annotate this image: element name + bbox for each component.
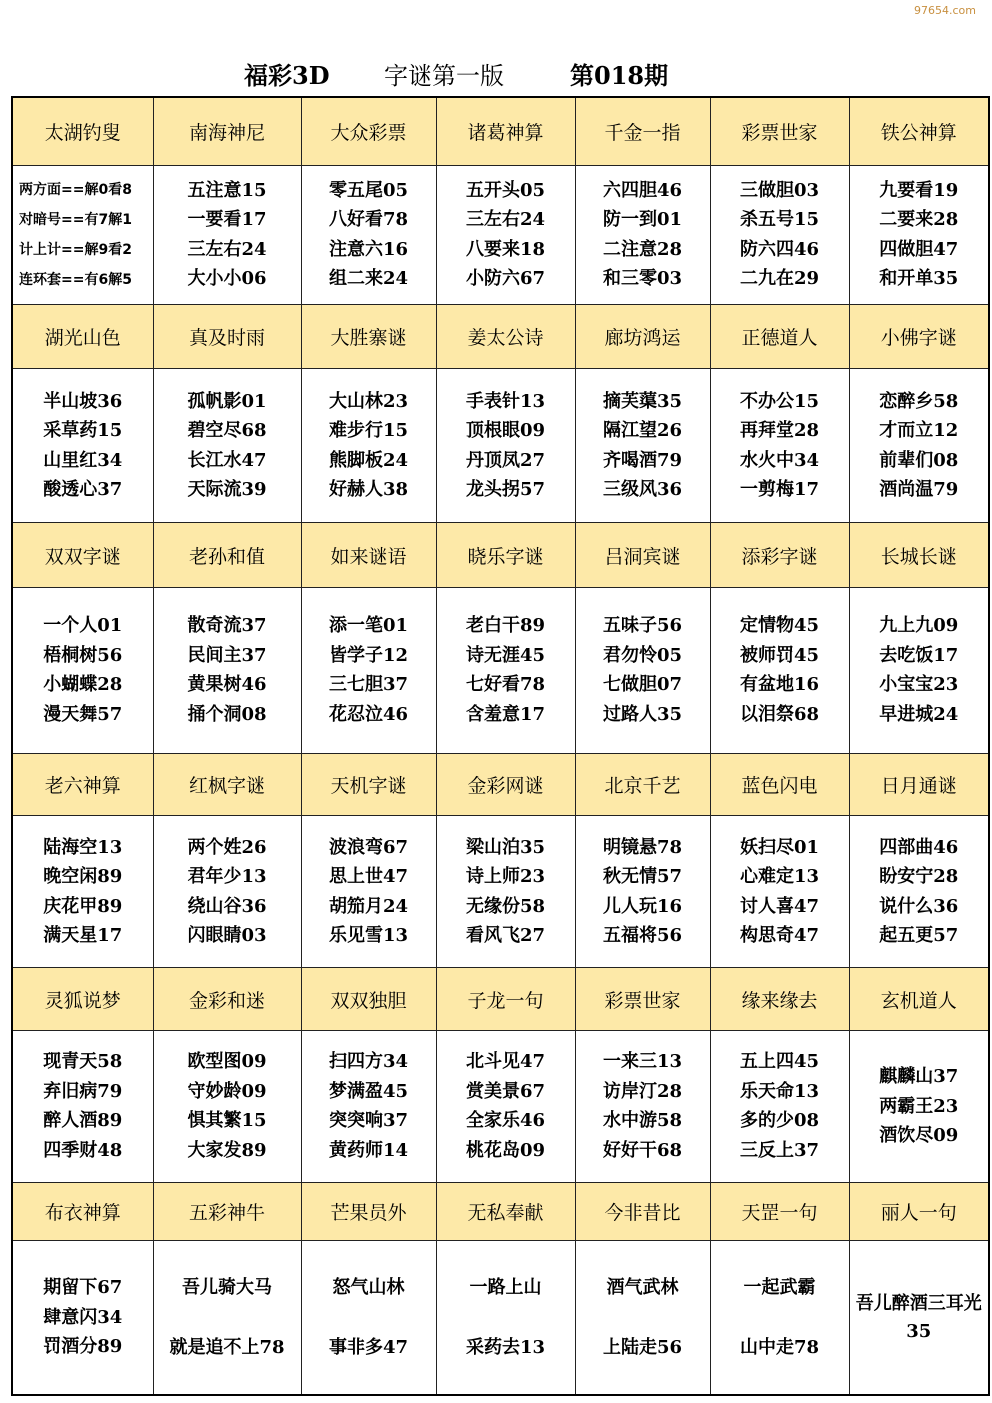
riddle-line: 八好看78 (328, 209, 409, 231)
riddle-line: 过路人35 (602, 703, 683, 725)
riddle-line: 波浪弯67 (328, 836, 409, 858)
riddle-cell (710, 165, 849, 304)
riddle-line: 二注意28 (602, 238, 683, 260)
riddle-line: 以泪祭68 (739, 703, 820, 725)
riddle-line: 采草药15 (43, 420, 123, 442)
riddle-line: 半山坡36 (43, 390, 123, 412)
riddle-cell (301, 165, 436, 304)
riddle-line: 一起武霸 (743, 1276, 816, 1298)
riddle-line: 全家乐46 (465, 1110, 546, 1132)
riddle-line: 九要看19 (879, 179, 959, 201)
riddle-line: 四做胆47 (879, 238, 959, 260)
riddle-line: 罚酒分89 (43, 1336, 123, 1358)
riddle-line: 君年少13 (187, 866, 267, 888)
column-header: 无私奉献 (436, 1182, 575, 1240)
content-row (12, 1030, 989, 1182)
column-header: 五彩神牛 (153, 1182, 301, 1240)
riddle-cell (436, 369, 575, 523)
riddle-line: 大山林23 (328, 390, 409, 412)
title-edition: 字谜第一版 (384, 62, 504, 90)
header-row (12, 1182, 989, 1240)
riddle-cell (710, 1241, 849, 1395)
content-row (12, 816, 989, 968)
riddle-line: 秋无情57 (602, 866, 683, 888)
riddle-line: 小宝宝23 (879, 674, 959, 696)
riddle-line: 含羞意17 (465, 703, 546, 725)
riddle-line: 五注意15 (187, 179, 267, 201)
riddle-cell (153, 1030, 301, 1182)
riddle-cell (153, 816, 301, 968)
column-header: 晓乐字谜 (436, 523, 575, 587)
riddle-line: 庆花甲89 (43, 895, 123, 917)
riddle-line: 讨人喜47 (739, 895, 820, 917)
riddle-line: 儿人玩16 (602, 895, 683, 917)
riddle-cell (301, 1030, 436, 1182)
riddle-line: 四季财48 (43, 1139, 123, 1161)
riddle-line: 散奇流37 (187, 615, 267, 637)
riddle-cell (575, 165, 710, 304)
column-header: 如来谜语 (301, 523, 436, 587)
riddle-cell (12, 1030, 153, 1182)
riddle-line: 三七胆37 (328, 674, 409, 696)
column-header: 彩票世家 (710, 97, 849, 165)
site-watermark: 97654.com (914, 4, 976, 17)
column-header: 双双字谜 (12, 523, 153, 587)
riddle-line: 八要来18 (465, 238, 546, 260)
riddle-line: 六四胆46 (602, 179, 683, 201)
column-header: 湖光山色 (12, 304, 153, 368)
column-header: 金彩和迷 (153, 968, 301, 1030)
line-gap (576, 1303, 710, 1333)
riddle-cell (301, 369, 436, 523)
riddle-line: 长江水47 (187, 449, 267, 471)
riddle-line: 老白干89 (465, 615, 546, 637)
riddle-line: 就是追不上78 (169, 1336, 285, 1358)
header-row (12, 304, 989, 368)
column-header: 北京千艺 (575, 753, 710, 815)
riddle-line: 期留下67 (43, 1277, 123, 1299)
header-row (12, 523, 989, 587)
riddle-cell (710, 587, 849, 753)
riddle-cell (12, 816, 153, 968)
riddle-line: 北斗见47 (465, 1051, 546, 1073)
riddle-cell (849, 369, 989, 523)
riddle-line: 花忍泣46 (328, 703, 409, 725)
column-header: 添彩字谜 (710, 523, 849, 587)
riddle-line: 黄药师14 (328, 1139, 409, 1161)
riddle-line: 五开头05 (465, 179, 546, 201)
column-header: 天罡一句 (710, 1182, 849, 1240)
riddle-line: 龙头拐57 (465, 479, 546, 501)
riddle-line: 三左右24 (465, 209, 546, 231)
riddle-line: 孤帆影01 (187, 390, 267, 412)
riddle-line: 起五更57 (879, 925, 959, 947)
riddle-line: 手表针13 (465, 390, 546, 412)
column-header: 铁公神算 (849, 97, 989, 165)
title-issue: 第018期 (570, 61, 669, 90)
riddle-line: 一路上山 (469, 1276, 542, 1298)
riddle-line: 定情物45 (739, 615, 820, 637)
riddle-line: 三左右24 (187, 238, 267, 260)
riddle-line: 多的少08 (739, 1110, 820, 1132)
riddle-line: 五福将56 (602, 925, 683, 947)
riddle-line: 一要看17 (187, 209, 267, 231)
riddle-cell (153, 369, 301, 523)
riddle-cell (12, 369, 153, 523)
riddle-line: 酒饮尽09 (879, 1125, 959, 1147)
riddle-line: 吾儿醉酒三耳光35 (855, 1292, 982, 1342)
riddle-line: 绕山谷36 (187, 895, 267, 917)
riddle-line: 组二来24 (328, 268, 409, 290)
riddle-line: 不办公15 (739, 390, 820, 412)
column-header: 彩票世家 (575, 968, 710, 1030)
header-row (12, 753, 989, 815)
riddle-cell (575, 816, 710, 968)
riddle-cell (153, 1241, 301, 1395)
riddle-line: 诗无涯45 (465, 644, 546, 666)
riddle-line: 隔江望26 (602, 420, 683, 442)
riddle-line: 无缘份58 (465, 895, 546, 917)
column-header: 红枫字谜 (153, 753, 301, 815)
riddle-line: 三级风36 (602, 479, 683, 501)
riddle-line: 酒气武林 (606, 1276, 679, 1298)
column-header: 金彩网谜 (436, 753, 575, 815)
riddle-cell (575, 587, 710, 753)
riddle-line: 梧桐树56 (43, 644, 123, 666)
riddle-cell (710, 816, 849, 968)
riddle-line: 七好看78 (465, 674, 546, 696)
riddle-cell (153, 587, 301, 753)
line-gap (154, 1303, 301, 1333)
riddle-line: 吾儿骑大马 (182, 1276, 272, 1298)
content-row (12, 587, 989, 753)
riddle-cell (12, 587, 153, 753)
riddle-line: 两霸王23 (879, 1095, 959, 1117)
column-header: 千金一指 (575, 97, 710, 165)
riddle-line: 构思奇47 (739, 925, 820, 947)
riddle-line: 心难定13 (739, 866, 820, 888)
riddle-line: 说什么36 (879, 895, 959, 917)
riddle-cell (436, 1241, 575, 1395)
riddle-cell (301, 587, 436, 753)
riddle-line: 三做胆03 (739, 179, 820, 201)
riddle-line: 才而立12 (879, 420, 959, 442)
riddle-line: 和三零03 (602, 268, 683, 290)
riddle-line: 一个人01 (43, 615, 123, 637)
riddle-line: 大小小06 (187, 268, 267, 290)
riddle-cell (436, 165, 575, 304)
riddle-cell (710, 1030, 849, 1182)
riddle-line: 七做胆07 (602, 674, 683, 696)
content-row (12, 165, 989, 304)
column-header: 今非昔比 (575, 1182, 710, 1240)
column-header: 大众彩票 (301, 97, 436, 165)
riddle-line: 顶根眼09 (465, 420, 546, 442)
riddle-cell (301, 816, 436, 968)
riddle-line: 陆海空13 (43, 836, 123, 858)
riddle-line: 访岸汀28 (602, 1080, 683, 1102)
riddle-line: 突突响37 (328, 1110, 409, 1132)
header-row (12, 968, 989, 1030)
line-gap (711, 1303, 849, 1333)
riddle-line: 乐天命13 (739, 1080, 820, 1102)
column-header: 玄机道人 (849, 968, 989, 1030)
column-header: 太湖钓叟 (12, 97, 153, 165)
riddle-cell (301, 1241, 436, 1395)
riddle-line: 二九在29 (739, 268, 820, 290)
riddle-cell (849, 1030, 989, 1182)
riddle-cell (436, 1030, 575, 1182)
riddle-cell (12, 1241, 153, 1395)
riddle-line: 采药去13 (465, 1336, 546, 1358)
riddle-line: 看风飞27 (465, 925, 546, 947)
riddle-line: 零五尾05 (328, 179, 409, 201)
riddle-line: 好好干68 (602, 1139, 683, 1161)
riddle-line: 四部曲46 (879, 836, 959, 858)
riddle-line: 乐见雪13 (328, 925, 409, 947)
riddle-line: 欧型图09 (187, 1051, 267, 1073)
riddle-cell (849, 1241, 989, 1395)
riddle-cell (436, 587, 575, 753)
riddle-line: 山里红34 (43, 449, 123, 471)
riddle-line: 被师罚45 (739, 644, 820, 666)
riddle-line: 天际流39 (187, 479, 267, 501)
riddle-line: 山中走78 (739, 1336, 820, 1358)
riddle-line: 诗上师23 (465, 866, 546, 888)
riddle-cell (575, 1030, 710, 1182)
riddle-line: 捅个洞08 (187, 703, 267, 725)
riddle-line: 梁山泊35 (465, 836, 546, 858)
riddle-line: 两个姓26 (187, 836, 267, 858)
column-header: 吕洞宾谜 (575, 523, 710, 587)
riddle-line: 酸透心37 (43, 479, 123, 501)
riddle-line: 齐喝酒79 (602, 449, 683, 471)
riddle-line: 恋醉乡58 (879, 390, 959, 412)
riddle-line: 一来三13 (602, 1051, 683, 1073)
column-header: 丽人一句 (849, 1182, 989, 1240)
riddle-line: 注意六16 (328, 238, 409, 260)
riddle-line: 守妙龄09 (187, 1080, 267, 1102)
column-header: 小佛字谜 (849, 304, 989, 368)
riddle-line: 酒尚温79 (879, 479, 959, 501)
column-header: 老孙和值 (153, 523, 301, 587)
riddle-cell (849, 165, 989, 304)
riddle-line: 黄果树46 (187, 674, 267, 696)
riddle-line: 有盆地16 (739, 674, 820, 696)
riddle-line: 计上计==解9看2 (19, 241, 132, 258)
line-gap (302, 1303, 436, 1333)
riddle-line: 两方面==解0看8 (19, 181, 132, 198)
riddle-line: 对暗号==有7解1 (19, 211, 132, 228)
riddle-line: 大家发89 (187, 1139, 267, 1161)
column-header: 廊坊鸿运 (575, 304, 710, 368)
riddle-cell (12, 165, 153, 304)
riddle-line: 上陆走56 (602, 1336, 683, 1358)
column-header: 南海神尼 (153, 97, 301, 165)
riddle-line: 盼安宁28 (879, 866, 959, 888)
column-header: 长城长谜 (849, 523, 989, 587)
page-title (0, 56, 992, 92)
riddle-line: 小防六67 (465, 268, 546, 290)
riddle-line: 妖扫尽01 (739, 836, 820, 858)
riddle-line: 再拜堂28 (739, 420, 820, 442)
content-row (12, 369, 989, 523)
riddle-line: 事非多47 (328, 1336, 409, 1358)
riddle-cell (849, 587, 989, 753)
riddle-cell (153, 165, 301, 304)
riddle-line: 防一到01 (602, 209, 683, 231)
riddle-line: 桃花岛09 (465, 1139, 546, 1161)
riddle-line: 民间主37 (187, 644, 267, 666)
column-header: 布衣神算 (12, 1182, 153, 1240)
riddle-line: 杀五号15 (739, 209, 820, 231)
column-header: 天机字谜 (301, 753, 436, 815)
riddle-line: 满天星17 (43, 925, 123, 947)
riddle-line: 防六四46 (739, 238, 820, 260)
riddle-line: 碧空尽68 (187, 420, 267, 442)
riddle-line: 皆学子12 (328, 644, 409, 666)
column-header: 缘来缘去 (710, 968, 849, 1030)
riddle-cell (710, 369, 849, 523)
riddle-cell (575, 369, 710, 523)
riddle-line: 九上九09 (879, 615, 959, 637)
riddle-line: 思上世47 (328, 866, 409, 888)
title-lottery-name: 福彩3D (244, 61, 330, 90)
content-row (12, 1241, 989, 1395)
column-header: 双双独胆 (301, 968, 436, 1030)
riddle-line: 连环套==有6解5 (19, 271, 132, 288)
column-header: 大胜寨谜 (301, 304, 436, 368)
riddle-line: 去吃饭17 (879, 644, 959, 666)
riddle-line: 水中游58 (602, 1110, 683, 1132)
riddle-line: 赏美景67 (465, 1080, 546, 1102)
riddle-line: 丹顶凤27 (465, 449, 546, 471)
riddle-line: 五上四45 (739, 1051, 820, 1073)
riddle-line: 胡笳月24 (328, 895, 409, 917)
riddle-line: 晚空闲89 (43, 866, 123, 888)
riddle-line: 摘芙蕖35 (602, 390, 683, 412)
riddle-line: 早进城24 (879, 703, 959, 725)
column-header: 诸葛神算 (436, 97, 575, 165)
riddle-line: 好赫人38 (328, 479, 409, 501)
riddle-line: 怒气山林 (332, 1276, 405, 1298)
riddle-line: 熊脚板24 (328, 449, 409, 471)
riddle-line: 添一笔01 (328, 615, 409, 637)
column-header: 姜太公诗 (436, 304, 575, 368)
column-header: 真及时雨 (153, 304, 301, 368)
riddle-grid (11, 96, 990, 1396)
riddle-line: 水火中34 (739, 449, 820, 471)
header-row (12, 97, 989, 165)
riddle-line: 君勿怜05 (602, 644, 683, 666)
column-header: 蓝色闪电 (710, 753, 849, 815)
column-header: 正德道人 (710, 304, 849, 368)
column-header: 老六神算 (12, 753, 153, 815)
riddle-line: 前辈们08 (879, 449, 959, 471)
column-header: 日月通谜 (849, 753, 989, 815)
riddle-line: 一剪梅17 (739, 479, 820, 501)
riddle-line: 肆意闪34 (43, 1306, 123, 1328)
riddle-line: 明镜悬78 (602, 836, 683, 858)
column-header: 子龙一句 (436, 968, 575, 1030)
column-header: 灵狐说梦 (12, 968, 153, 1030)
riddle-line: 弃旧病79 (43, 1080, 123, 1102)
riddle-line: 麒麟山37 (879, 1066, 959, 1088)
riddle-cell (436, 816, 575, 968)
riddle-line: 三反上37 (739, 1139, 820, 1161)
riddle-line: 闪眼睛03 (187, 925, 267, 947)
riddle-line: 难步行15 (328, 420, 409, 442)
riddle-line: 二要来28 (879, 209, 959, 231)
riddle-line: 扫四方34 (328, 1051, 409, 1073)
riddle-cell (849, 816, 989, 968)
column-header: 芒果员外 (301, 1182, 436, 1240)
riddle-line: 现青天58 (43, 1051, 123, 1073)
riddle-line: 漫天舞57 (43, 703, 123, 725)
riddle-line: 梦满盈45 (328, 1080, 409, 1102)
riddle-line: 和开单35 (879, 268, 959, 290)
riddle-line: 惧其繁15 (187, 1110, 267, 1132)
riddle-cell (575, 1241, 710, 1395)
riddle-line: 醉人酒89 (43, 1110, 123, 1132)
line-gap (437, 1303, 575, 1333)
riddle-line: 五味子56 (602, 615, 683, 637)
riddle-line: 小蝴蝶28 (43, 674, 123, 696)
